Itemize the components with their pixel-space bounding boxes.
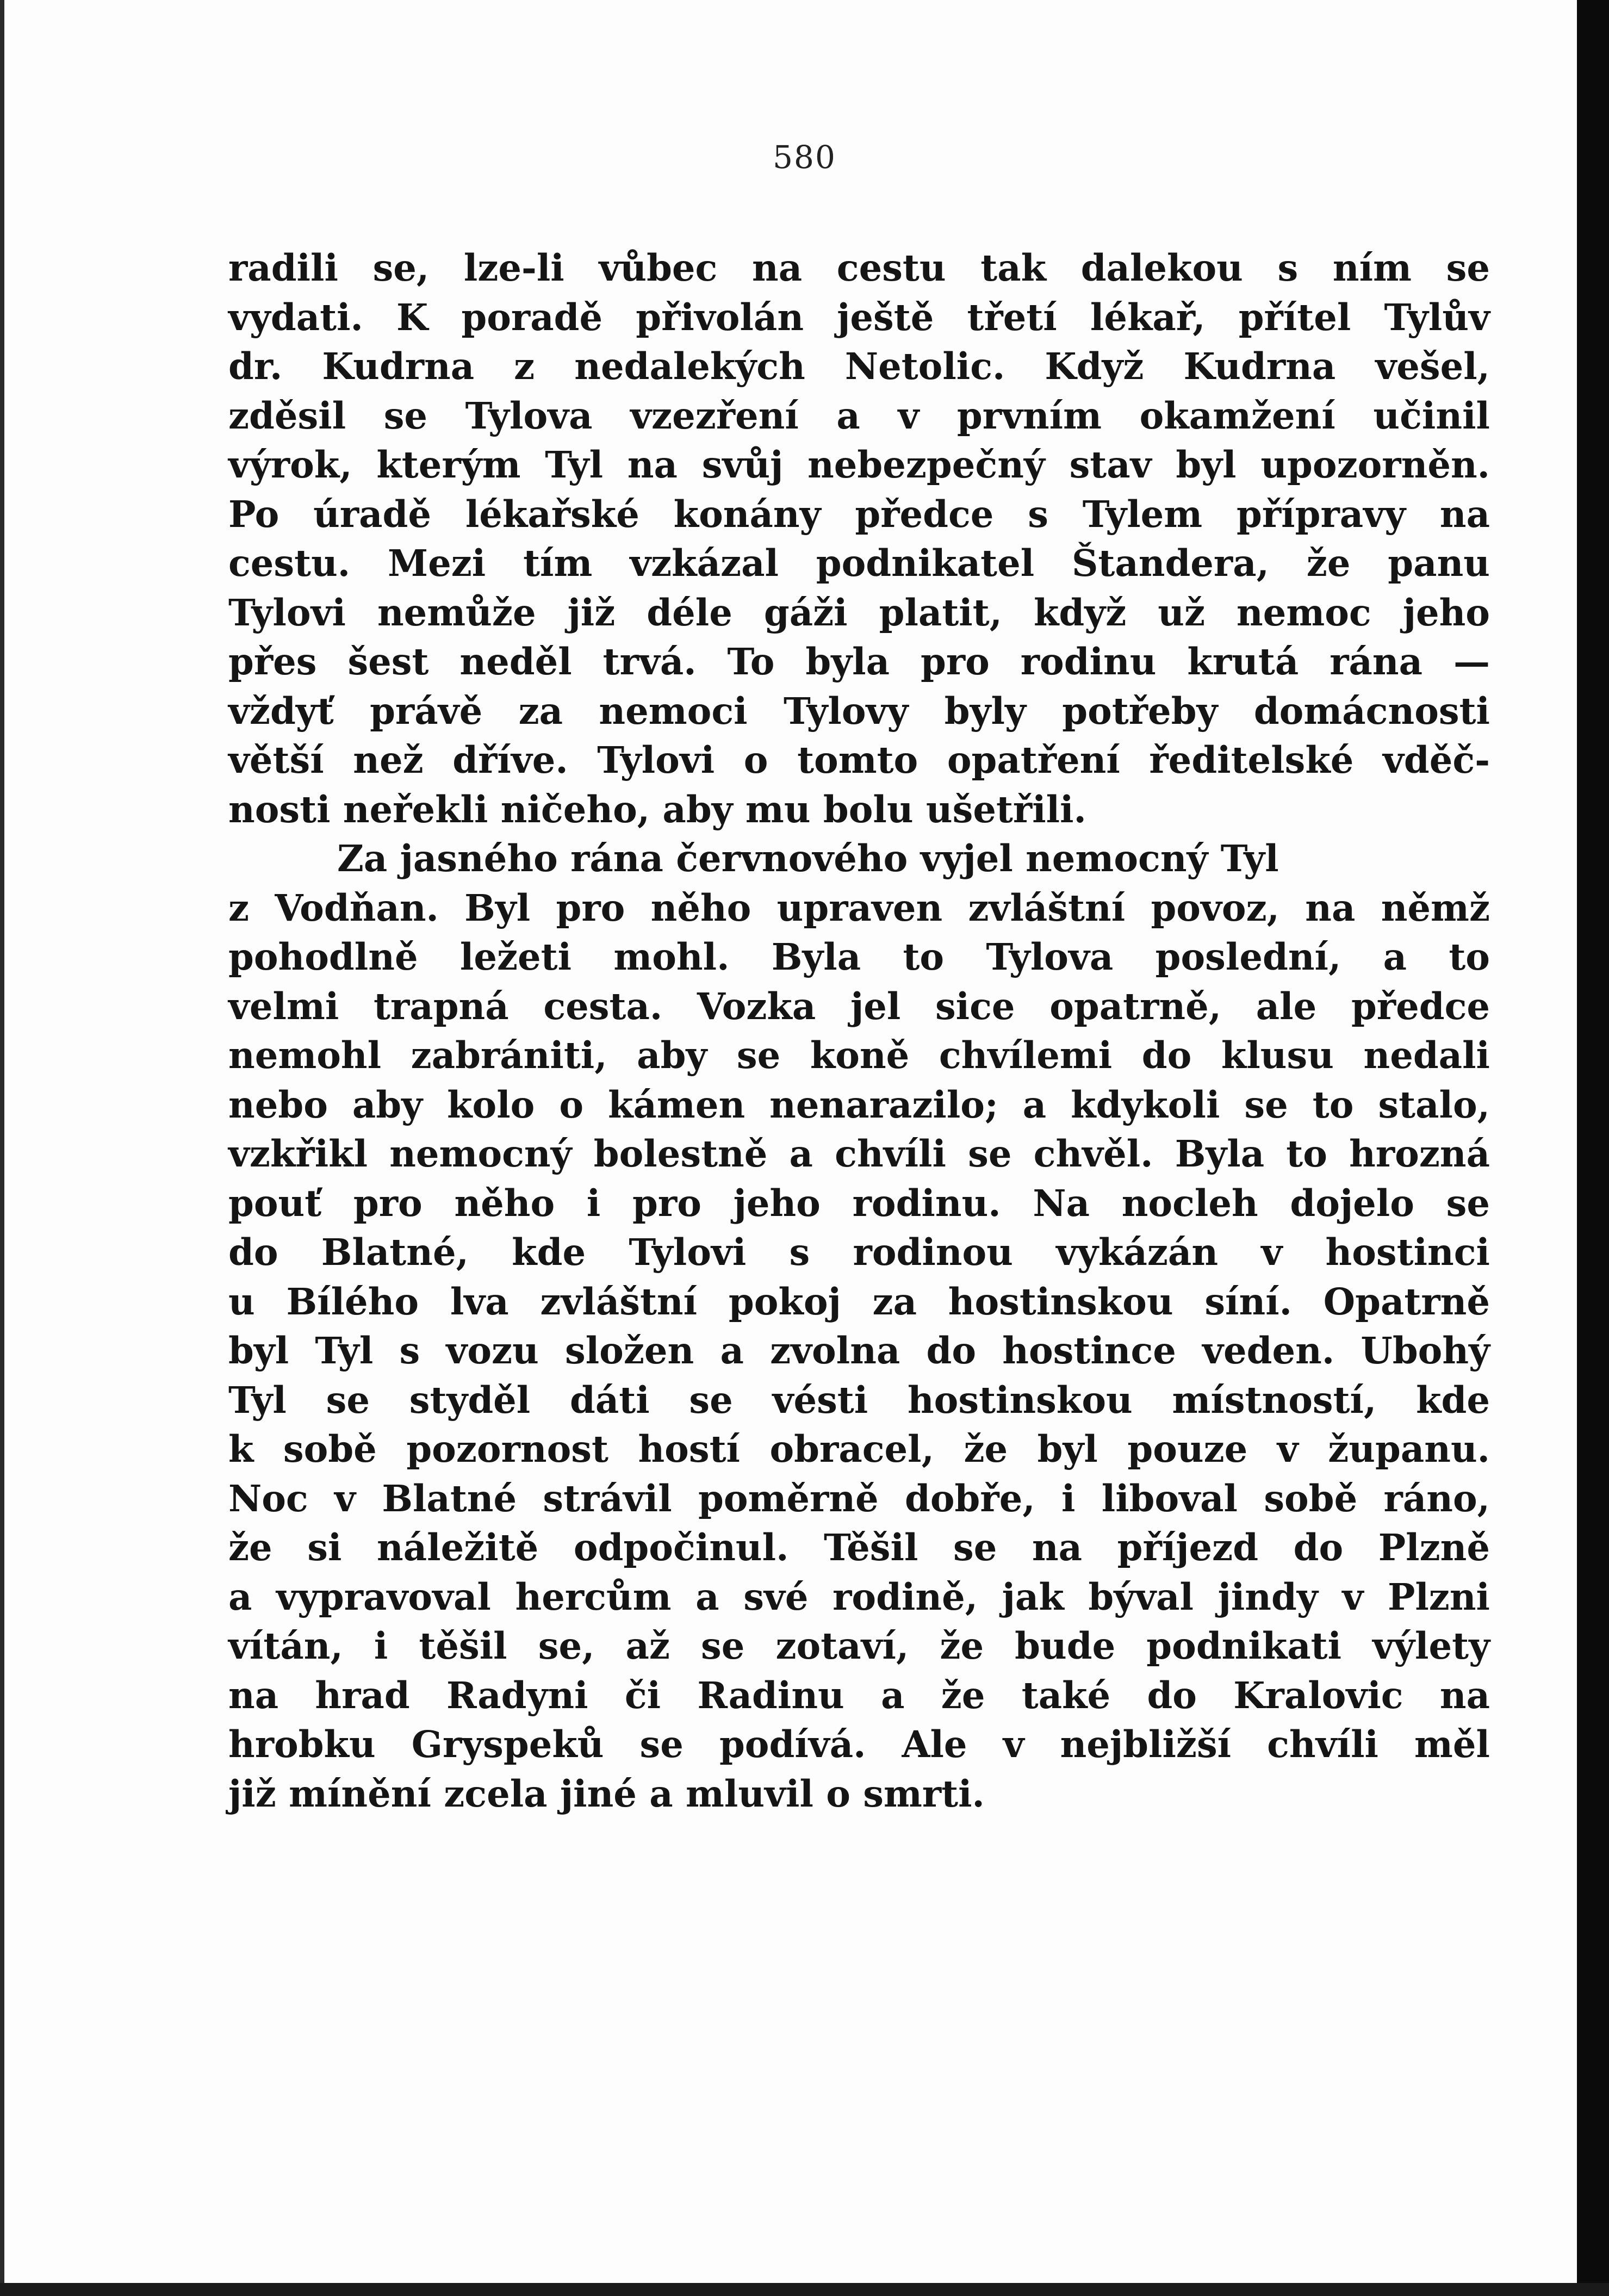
text-line: větší než dříve. Tylovi o tomto opatření ředitelské vděč- — [228, 739, 1490, 781]
text-line: dr. Kudrna z nedalekých Netolic. Když Kudrna vešel, — [228, 345, 1490, 388]
text-line: výrok, kterým Tyl na svůj nebezpečný stav byl upozorněn. — [228, 443, 1490, 486]
text-line: nebo aby kolo o kámen nenarazilo; a kdykoli se to stalo, — [228, 1083, 1490, 1126]
text-line: zděsil se Tylova vzezření a v prvním okamžení učinil — [228, 394, 1490, 437]
scan-edge-bottom — [0, 2283, 1609, 2296]
text-line: vydati. K poradě přivolán ještě třetí lékař, přítel Tylův — [228, 295, 1490, 339]
text-line: vzkřikl nemocný bolestně a chvíli se chvěl. Byla to hrozná — [228, 1132, 1490, 1175]
text-line: z Vodňan. Byl pro něho upraven zvláštní povoz, na němž — [228, 886, 1490, 929]
text-line: byl Tyl s vozu složen a zvolna do hostince veden. Ubohý — [228, 1329, 1490, 1372]
text-line: Za jasného rána červnového vyjel nemocný Tyl — [337, 837, 1279, 880]
text-line: u Bílého lva zvláštní pokoj za hostinskou síní. Opatrně — [228, 1280, 1490, 1323]
scan-edge-left — [0, 0, 4, 2296]
text-line: již mínění zcela jiné a mluvil o smrti. — [228, 1772, 985, 1815]
text-line: přes šest neděl trvá. To byla pro rodinu krutá rána — — [228, 640, 1490, 683]
text-line: vítán, i těšil se, až se zotaví, že bude podnikati výlety — [228, 1624, 1490, 1667]
page-number: 580 — [773, 139, 836, 176]
text-line: Tylovi nemůže již déle gáži platit, když už nemoc jeho — [228, 591, 1490, 634]
text-line: Tyl se styděl dáti se vésti hostinskou místností, kde — [228, 1378, 1490, 1422]
text-line: radili se, lze-li vůbec na cestu tak dalekou s ním se — [228, 246, 1490, 289]
text-line: nosti neřekli ničeho, aby mu bolu ušetřili. — [228, 787, 1086, 831]
text-line: nemohl zabrániti, aby se koně chvílemi do klusu nedali — [228, 1034, 1490, 1077]
text-line: cestu. Mezi tím vzkázal podnikatel Štandera, že panu — [228, 542, 1490, 585]
text-line: do Blatné, kde Tylovi s rodinou vykázán v hostinci — [228, 1231, 1490, 1274]
text-line: a vypravoval hercům a své rodině, jak býval jindy v Plzni — [228, 1575, 1490, 1618]
scan-edge-right — [1577, 0, 1609, 2296]
text-line: na hrad Radyni či Radinu a že také do Kralovic na — [228, 1673, 1490, 1717]
text-line: Noc v Blatné strávil poměrně dobře, i liboval sobě ráno, — [228, 1476, 1490, 1520]
text-line: vždyť právě za nemoci Tylovy byly potřeby domácnosti — [228, 689, 1490, 733]
text-line: pouť pro něho i pro jeho rodinu. Na nocleh dojelo se — [228, 1181, 1490, 1225]
text-line: k sobě pozornost hostí obracel, že byl pouze v županu. — [228, 1428, 1490, 1470]
text-line: Po úradě lékařské konány předce s Tylem přípravy na — [228, 492, 1490, 536]
text-line: hrobku Gryspeků se podívá. Ale v nejbližší chvíli měl — [228, 1723, 1490, 1766]
text-line: velmi trapná cesta. Vozka jel sice opatrně, ale předce — [228, 984, 1490, 1028]
text-line: pohodlně ležeti mohl. Byla to Tylova poslední, a to — [228, 935, 1490, 978]
text-line: že si náležitě odpočinul. Těšil se na příjezd do Plzně — [228, 1526, 1490, 1569]
body-text — [228, 244, 1490, 1819]
